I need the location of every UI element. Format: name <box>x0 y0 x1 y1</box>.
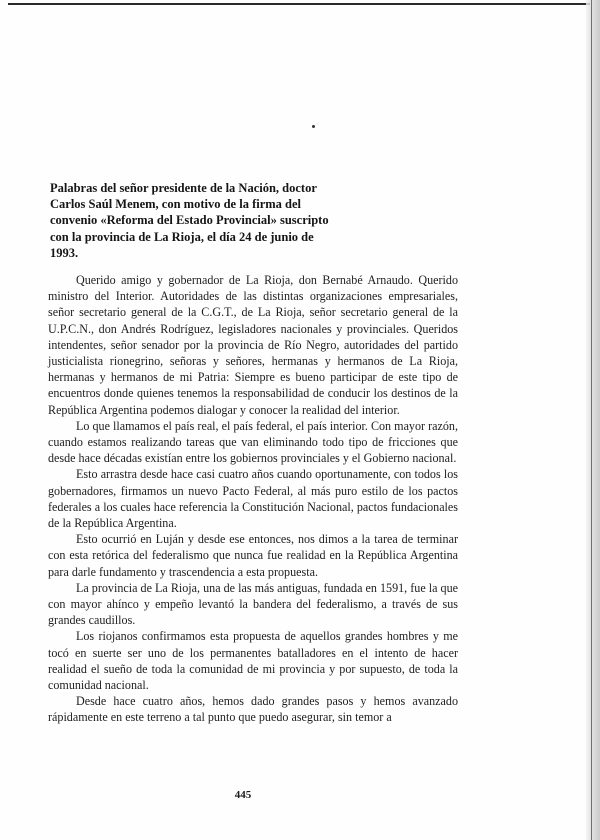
paragraph: Querido amigo y gobernador de La Rioja, don Bernabé Arnaudo. Querido ministro del Interior. Autoridades de las distintas organizaciones empresariales, señor secretario general de la C.G.T., de La Rioja, señor secretario general de la U.P.C.N., don Andrés Rodríguez, legisladores nacionales y provinciales. Queridos intendentes, señor senador por la provincia de Río Negro, autoridades del partido justicialista rionegrino, señoras y señores, hermanas y hermanos de La Rioja, hermanas y hermanos de mi Patria: Siempre es bueno participar de este tipo de encuentros donde quienes tenemos la responsabilidad de conducir los destinos de la República Argentina podemos dialogar y conocer la realidad del interior. <box>48 273 458 417</box>
top-border-line <box>8 3 590 5</box>
scan-speck <box>312 125 315 128</box>
document-title: Palabras del señor presidente de la Nación, doctor Carlos Saúl Menem, con motivo de la firma del convenio «Reforma del Estado Provincial» suscripto con la provincia de La Rioja, el día 24 de junio de 1993. <box>50 181 329 260</box>
paragraph: Desde hace cuatro años, hemos dado grandes pasos y hemos avanzado rápidamente en este terreno a tal punto que puedo asegurar, sin temor a <box>48 694 458 725</box>
paragraph: La provincia de La Rioja, una de las más antiguas, fundada en 1591, fue la que con mayor ahínco y empeño levantó la bandera del federalismo, a través de sus grandes caudillos. <box>48 580 458 628</box>
page-number: 445 <box>234 789 252 801</box>
paragraph: Esto arrastra desde hace casi cuatro años cuando oportunamente, con todos los gobernadores, firmamos un nuevo Pacto Federal, al más puro estilo de los pactos federales a los cuales hace referencia la Constitución Nacional, pactos fundacionales de la República Argentina. <box>48 467 458 531</box>
page-edge-line <box>591 0 592 840</box>
paragraph: Lo que llamamos el país real, el país federal, el país interior. Con mayor razón, cuando estamos realizando tareas que van eliminando todo tipo de fricciones que desde hace décadas existían entre los gobiernos provinciales y el Gobierno nacional. <box>48 418 458 466</box>
document-body <box>48 272 458 726</box>
paragraph: Los riojanos confirmamos esta propuesta de aquellos grandes hombres y me tocó en suerte ser uno de los permanentes batalladores en el intento de hacer realidad el sueño de toda la comunidad de mi provincia y por supuesto, de toda la comunidad nacional. <box>48 629 458 693</box>
page-edge-shadow <box>586 0 600 840</box>
paragraph: Esto ocurrió en Luján y desde ese entonces, nos dimos a la tarea de terminar con esta retórica del federalismo que nunca fue realidad en la República Argentina para darle fundamento y trascendencia a esta propuesta. <box>48 532 458 579</box>
